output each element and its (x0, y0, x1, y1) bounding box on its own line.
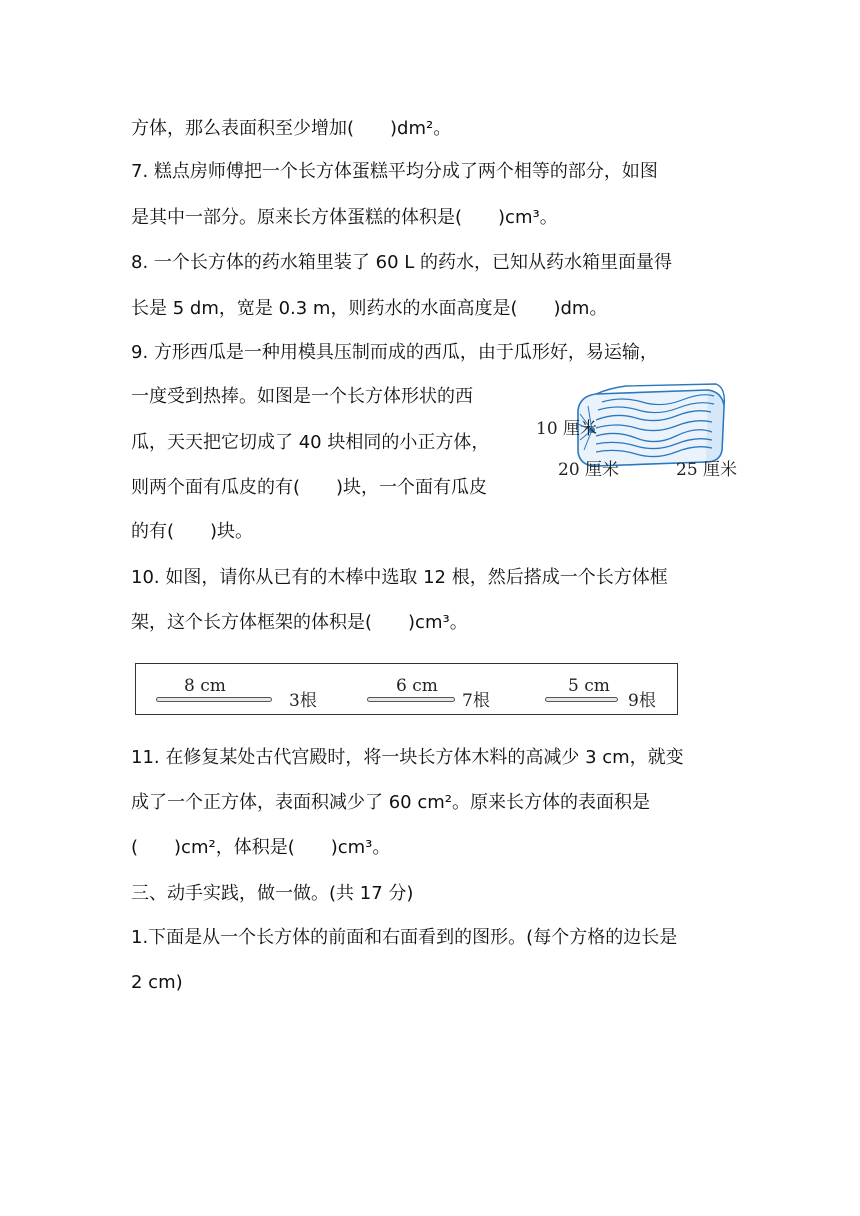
question-11: 11. 在修复某处古代宫殿时，将一块长方体木料的高减少 3 cm，就变 (131, 747, 684, 768)
section-heading: 三、动手实践，做一做。(共 17 分) (131, 883, 414, 904)
stick-count-label: 7根 (462, 691, 490, 711)
text-line: 的有( )块。 (131, 521, 254, 542)
text-line: 方体，那么表面积至少增加( )dm²。 (131, 118, 452, 139)
text-line: 成了一个正方体，表面积减少了 60 cm²。原来长方体的表面积是 (131, 792, 650, 813)
text-line: 一度受到热捧。如图是一个长方体形状的西 (131, 386, 473, 407)
text-line: ( )cm²，体积是( )cm³。 (131, 837, 391, 858)
stick-item (545, 664, 675, 716)
watermelon-figure (536, 382, 746, 482)
sticks-figure (135, 663, 678, 715)
stick-count-label: 9根 (628, 691, 656, 711)
question-9: 9. 方形西瓜是一种用模具压制而成的西瓜，由于瓜形好，易运输， (131, 342, 658, 363)
stick-bar (367, 697, 455, 702)
stick-bar (545, 697, 618, 702)
stick-length-label: 5 cm (568, 676, 610, 696)
text-line: 架，这个长方体框架的体积是( )cm³。 (131, 612, 468, 633)
stick-bar (156, 697, 272, 702)
question-10: 10. 如图，请你从已有的木棒中选取 12 根，然后搭成一个长方体框 (131, 567, 668, 588)
stick-length-label: 6 cm (396, 676, 438, 696)
question-8: 8. 一个长方体的药水箱里装了 60 L 的药水，已知从药水箱里面量得 (131, 252, 672, 273)
text-line: 则两个面有瓜皮的有( )块，一个面有瓜皮 (131, 477, 488, 498)
stick-item (367, 664, 537, 716)
stick-length-label: 8 cm (184, 676, 226, 696)
text-line: 是其中一部分。原来长方体蛋糕的体积是( )cm³。 (131, 207, 558, 228)
text-line: 长是 5 dm，宽是 0.3 m，则药水的水面高度是( )dm。 (131, 298, 608, 319)
question-7: 7. 糕点房师傅把一个长方体蛋糕平均分成了两个相等的部分，如图 (131, 161, 658, 182)
text-line: 瓜，天天把它切成了 40 块相同的小正方体， (131, 432, 490, 453)
question-1: 1.下面是从一个长方体的前面和右面看到的图形。(每个方格的边长是 (131, 927, 678, 948)
watermelon-height-label: 10 厘米 (536, 419, 598, 439)
watermelon-length-label: 25 厘米 (676, 460, 738, 480)
stick-item (156, 664, 336, 716)
text-line: 2 cm) (131, 972, 183, 993)
stick-count-label: 3根 (289, 691, 317, 711)
watermelon-width-label: 20 厘米 (558, 460, 620, 480)
